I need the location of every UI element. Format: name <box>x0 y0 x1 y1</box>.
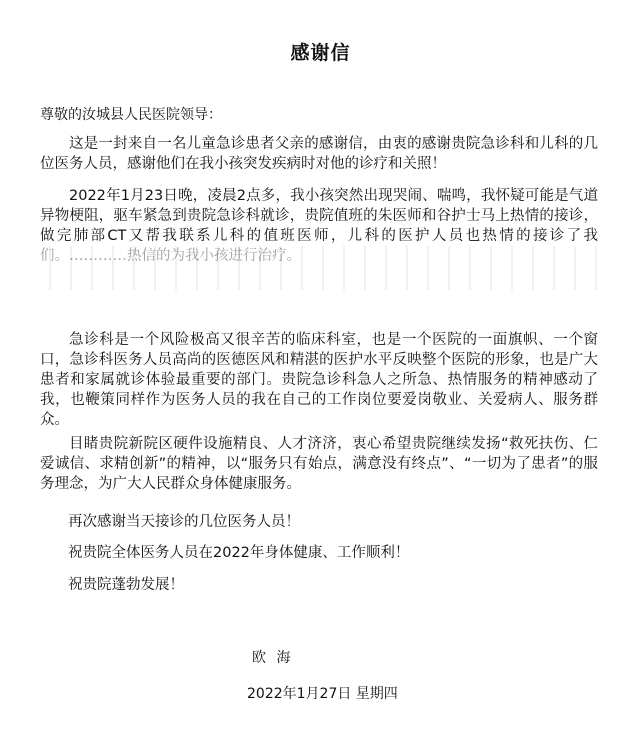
paragraph-3: 急诊科是一个风险极高又很辛苦的临床科室，也是一个医院的一面旗帜、一个窗口，急诊科医务人员高尚的医德医风和精湛的医护水平反映整个医院的形象，也是广大患者和家属就诊体验最重要的部门。贵院急诊科急人之所急、热情服务的精神感动了我，也鞭策同样作为医务人员的我在自己的工作岗位要爱岗敬业、关爱病人、服务群众。 <box>40 332 598 428</box>
letter-title: 感谢信 <box>290 42 351 64</box>
paragraph-2: 2022年1月23日晚，凌晨2点多，我小孩突然出现哭闹、喘鸣，我怀疑可能是气道异物梗阻，驱车紧急到贵院急诊科就诊，贵院值班的朱医师和谷护士马上热情的接诊，做完肺部CT又帮我联系儿科的值班医师，儿科的医护人员也热情的接诊了我 <box>40 188 598 244</box>
paragraph-1: 这是一封来自一名儿童急诊患者父亲的感谢信，由衷的感谢贵院急诊科和儿科的几位医务人员，感谢他们在我小孩突发疾病时对他的诊疗和关照！ <box>40 136 598 172</box>
salutation: 尊敬的汝城县人民医院领导： <box>40 107 222 123</box>
signature: 欧 海 <box>252 650 294 666</box>
paragraph-4: 目睹贵院新院区硬件设施精良、人才济济，衷心希望贵院继续发扬“救死扶伤、仁爱诚信、求精创新”的精神，以“服务只有始点，满意没有终点”、“一切为了患者”的服务理念，为广大人民群众身体健康服务。 <box>40 436 598 492</box>
closing-line-3: 祝贵院蓬勃发展！ <box>68 577 184 593</box>
letter-date: 2022年1月27日 星期四 <box>247 686 398 702</box>
closing-line-2: 祝贵院全体医务人员在2022年身体健康、工作顺利！ <box>68 545 410 561</box>
redacted-area <box>40 246 600 290</box>
closing-line-1: 再次感谢当天接诊的几位医务人员！ <box>68 514 300 530</box>
